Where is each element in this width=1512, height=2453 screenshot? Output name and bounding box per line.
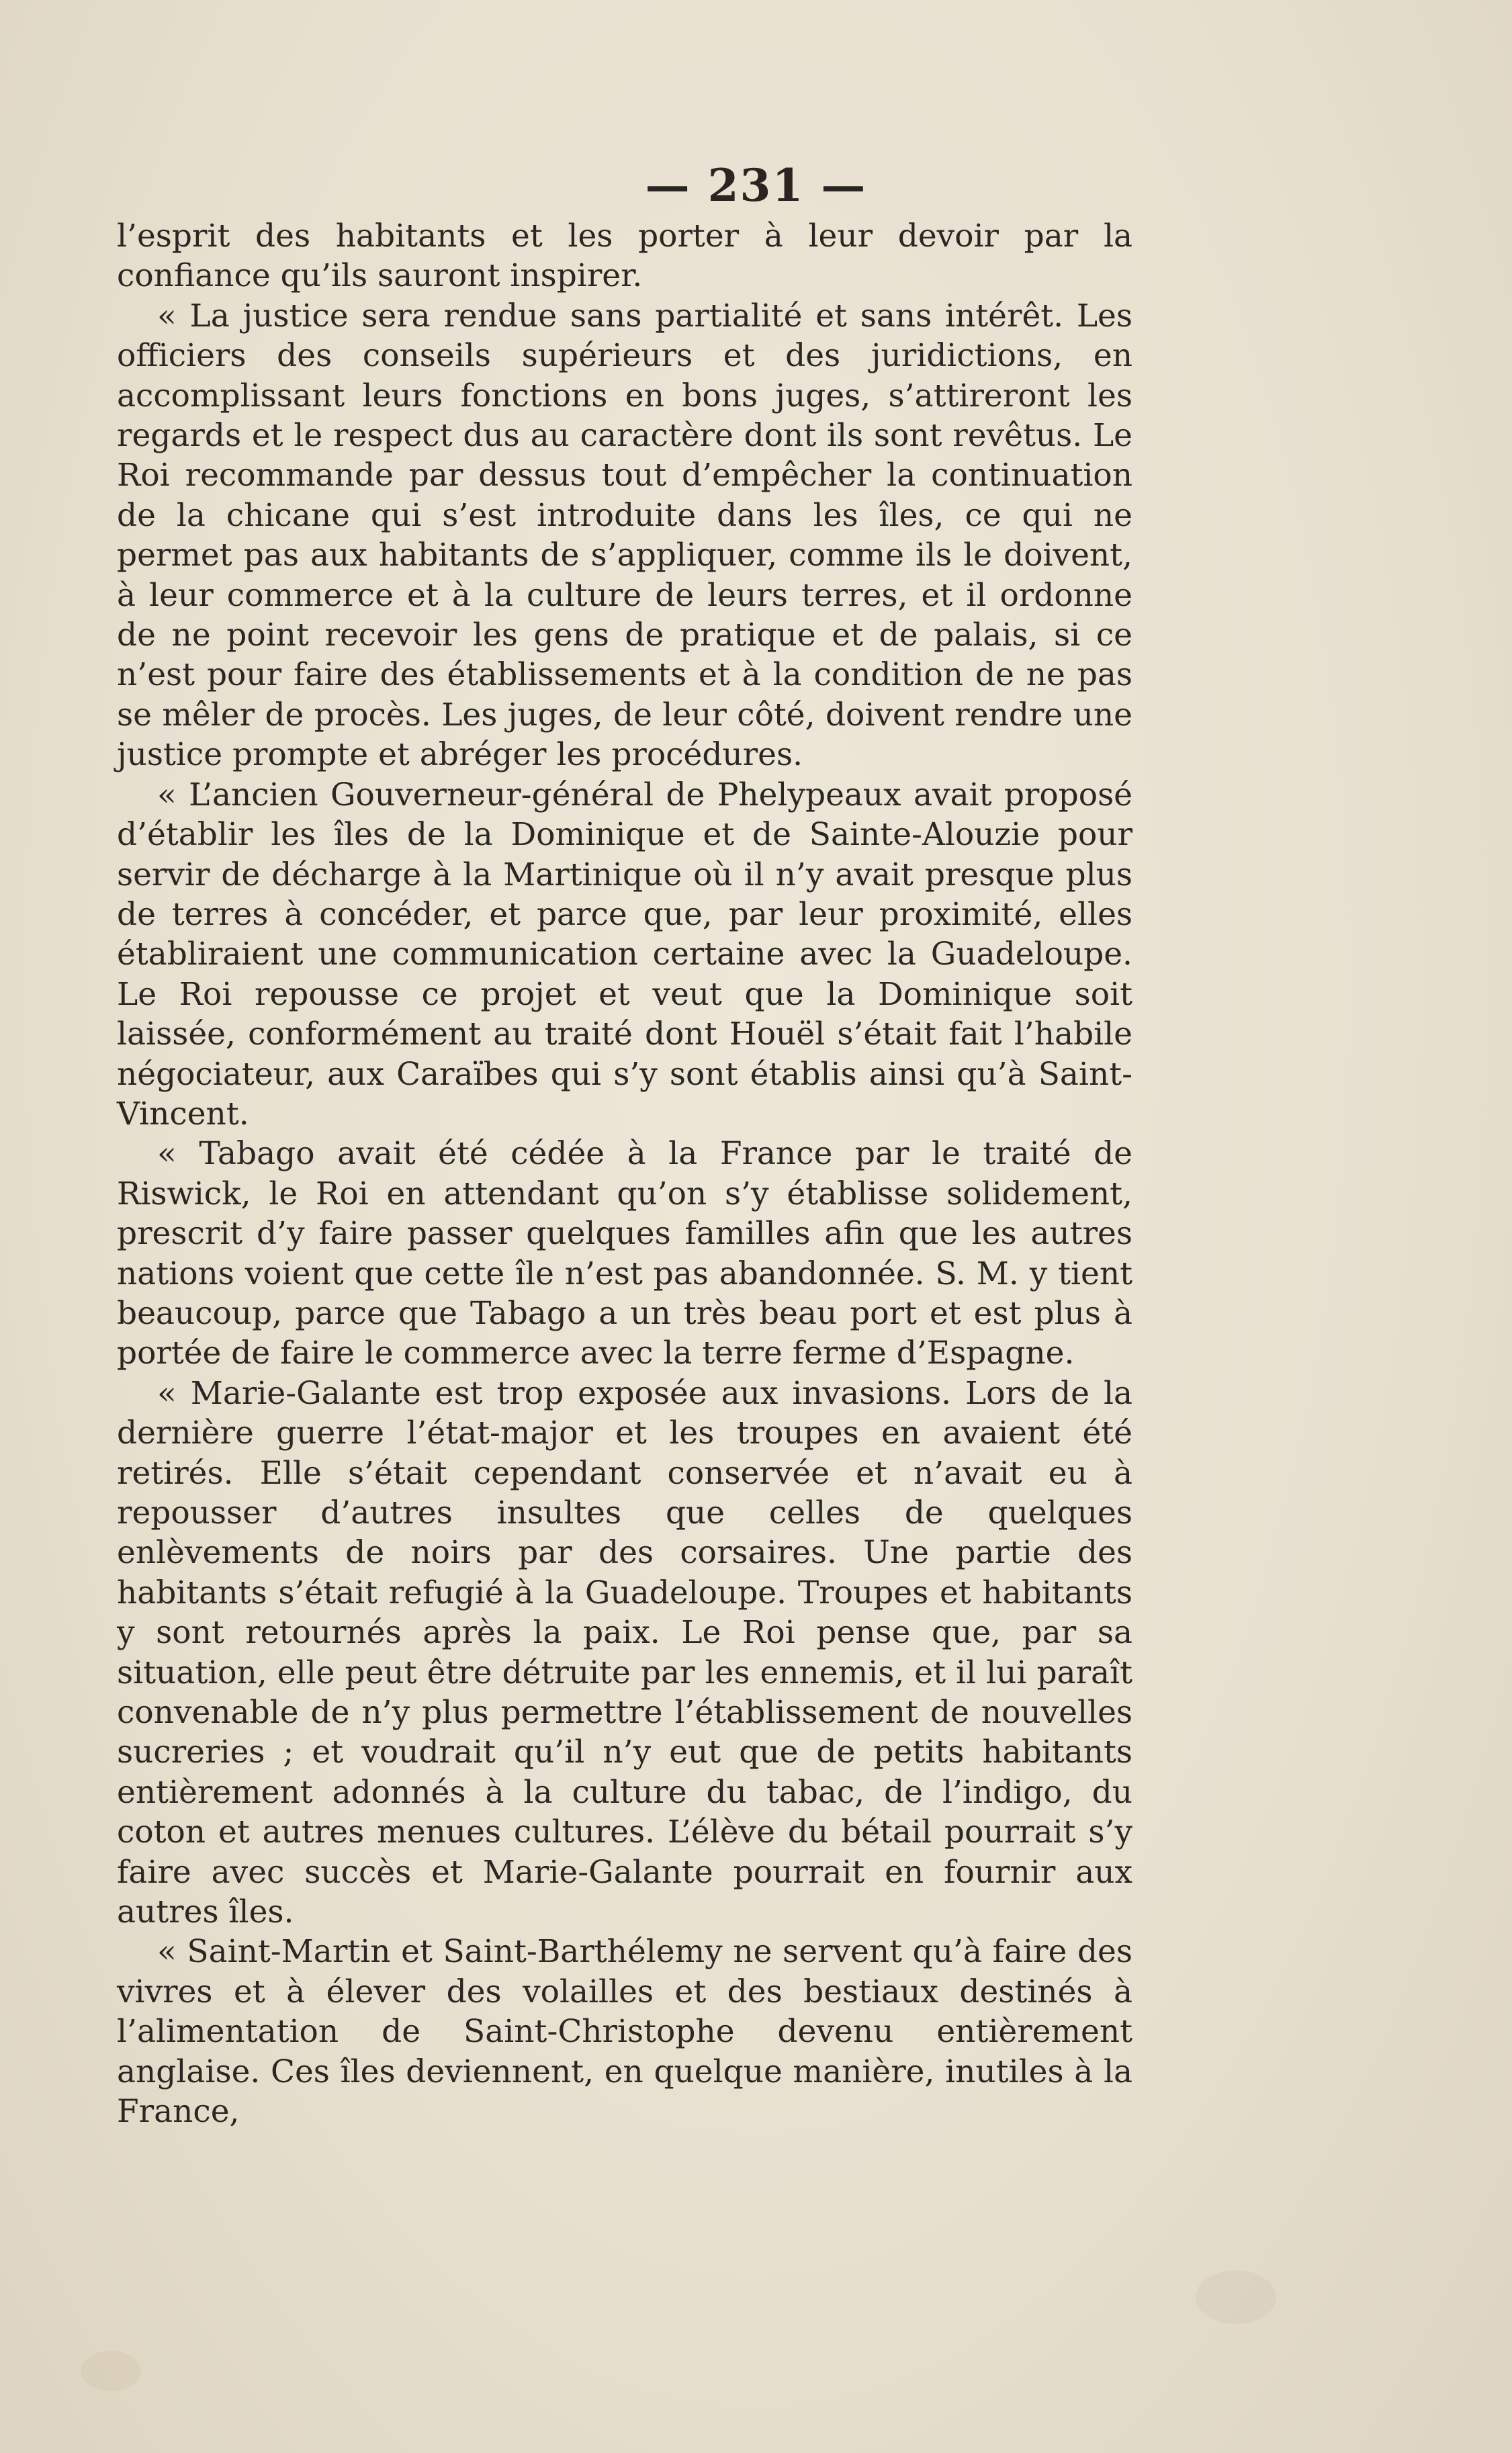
page-number: — 231 — bbox=[645, 159, 867, 212]
paragraph: « L’ancien Gouverneur-général de Phelypeaux avait proposé d’établir les îles de la Dominique et de Sainte-Alouzie pour servir de décharge à la Martinique où il n’y avait presque plus de terres à concéder, et parce que, par leur proximité, elles établiraient une communication certaine avec la Guadeloupe. Le Roi repousse ce projet et veut que la Dominique soit laissée, conformément au traité dont Houël s’était fait l’habile négociateur, aux Caraïbes qui s’y sont établis ainsi qu’à Saint-Vincent. bbox=[117, 776, 1132, 1132]
paper-stain bbox=[81, 2351, 141, 2391]
paragraph: « Saint-Martin et Saint-Barthélemy ne servent qu’à faire des vivres et à élever des volailles et des bestiaux destinés à l’alimentation de Saint-Christophe devenu entièrement anglaise. Ces îles deviennent, en quelque manière, inutiles à la France, bbox=[117, 1933, 1132, 2131]
paragraph: l’esprit des habitants et les porter à leur devoir par la confiance qu’ils sauront inspirer. bbox=[117, 218, 1132, 295]
body-text bbox=[117, 216, 1132, 2132]
paragraph: « Tabago avait été cédée à la France par le traité de Riswick, le Roi en attendant qu’on s’y établisse solidement, prescrit d’y faire passer quelques familles afin que les autres nations voient que cette île n’est pas abandonnée. S. M. y tient beaucoup, parce que Tabago a un très beau port et est plus à portée de faire le commerce avec la terre ferme d’Espagne. bbox=[117, 1135, 1132, 1372]
paragraph: « La justice sera rendue sans partialité et sans intérêt. Les officiers des conseils supérieurs et des juridictions, en accomplissant leurs fonctions en bons juges, s’attireront les regards et le respect dus au caractère dont ils sont revêtus. Le Roi recommande par dessus tout d’empêcher la continuation de la chicane qui s’est introduite dans les îles, ce qui ne permet pas aux habitants de s’appliquer, comme ils le doivent, à leur commerce et à la culture de leurs terres, et il ordonne de ne point recevoir les gens de pratique et de palais, si ce n’est pour faire des établissements et à la condition de ne pas se mêler de procès. Les juges, de leur côté, doivent rendre une justice prompte et abréger les procédures. bbox=[117, 297, 1132, 774]
paper-stain bbox=[1196, 2270, 1276, 2324]
paragraph: « Marie-Galante est trop exposée aux invasions. Lors de la dernière guerre l’état-major et les troupes en avaient été retirés. Elle s’était cependant conservée et n’avait eu à repousser d’autres insultes que celles de quelques enlèvements de noirs par des corsaires. Une partie des habitants s’était refugié à la Guadeloupe. Troupes et habitants y sont retournés après la paix. Le Roi pense que, par sa situation, elle peut être détruite par les ennemis, et il lui paraît convenable de n’y plus permettre l’établissement de nouvelles sucreries ; et voudrait qu’il n’y eut que de petits habitants entièrement adonnés à la culture du tabac, de l’indigo, du coton et autres menues cultures. L’élève du bétail pourrait s’y faire avec succès et Marie-Galante pourrait en fournir aux autres îles. bbox=[117, 1374, 1132, 1931]
